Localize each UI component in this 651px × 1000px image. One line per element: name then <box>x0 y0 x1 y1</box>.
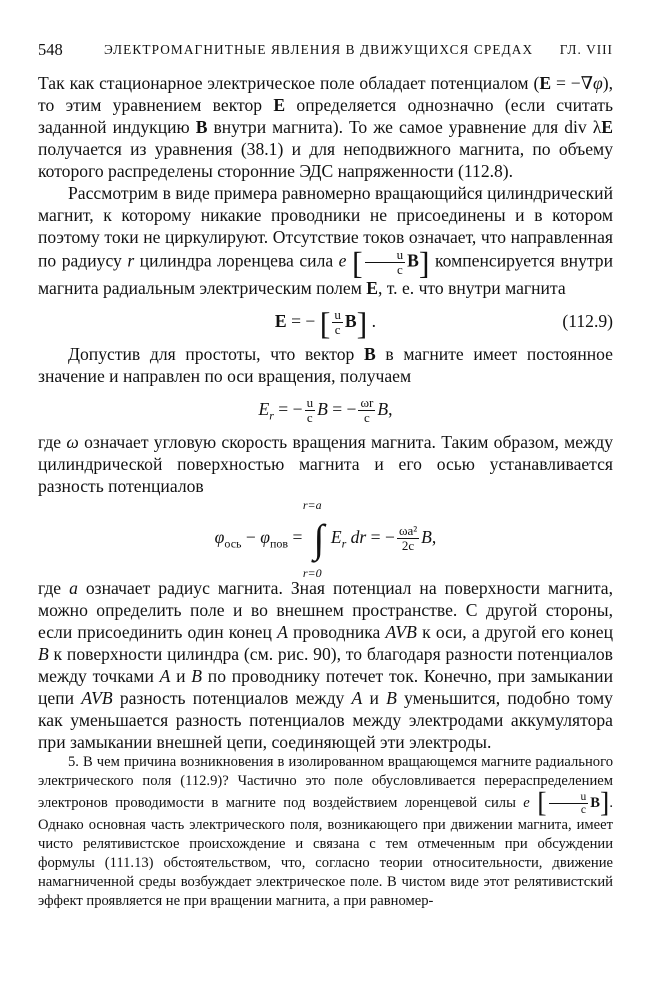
paragraph-1: Так как стационарное электрическое поле обладает потенциалом (E = −∇φ), то этим уравнением вектор E определяется однозначно (если считать заданной индукцию B внутри магнита). То же самое уравнение для div λE получается из уравнения (38.1) и для неподвижного магнита, по объему которого распределены сторонние ЭДС напряженности (112.8). <box>38 73 613 181</box>
equation-number: (112.9) <box>562 311 613 331</box>
page-number: 548 <box>38 40 63 59</box>
footnote-5: 5. В чем причина возникновения в изолированном вращающемся магните радиального электрического поля (112.9)? Частично это поле обусловливается перераспределением электронов проводимости в магните под воздействием лоренцевой силы e [ $\frac{u}{c}$ B]. Однако основная часть электрического поля, возникающего при движении магнита, имеет чисто релятивистское происхождение и связана с тем отмеченным при обсуждении формулы (111.13) обстоятельством, что, согласно теории относительности, движение намагниченной среды возбуждает электрическое поле. В чистом виде этот релятивистский эффект проявляется не при вращении магнита, а при равномер- <box>38 754 613 909</box>
paragraph-3: Допустив для простоты, что вектор B в магните имеет постоянное значение и направлен по оси вращения, получаем <box>38 344 613 386</box>
integral-sign: ∫ r=a r=0 <box>302 497 325 580</box>
fraction-u-over-c: $\frac{u}{c}$ <box>365 248 406 277</box>
running-title: ЭЛЕКТРОМАГНИТНЫЕ ЯВЛЕНИЯ В ДВИЖУЩИХСЯ СРЕДАХ <box>104 42 534 57</box>
equation-Er: $E_r$ = − $\frac{u}{c}$ B = − $\frac{\omega r}{c}$ B, <box>258 395 393 426</box>
page-body <box>38 72 613 911</box>
equation-112-9: E = − [ $\frac{u}{c}$ B] . (112.9) <box>38 299 613 343</box>
paragraph-2: Рассмотрим в виде примера равномерно вращающийся цилиндрический магнит, к которому никакие проводники не присоединены и в котором поэтому токи не циркулируют. Отсутствие токов означает, что направленная по радиусу r цилиндра лоренцева сила e [ $\frac{u}{c}$ B] компенсируется внутри магнита радиальным электрическим полем E, т. е. что внутри магнита <box>38 183 613 298</box>
paragraph-4: где ω означает угловую скорость вращения магнита. Таким образом, между цилиндрической поверхностью магнита и его осью устанавливается разность потенциалов <box>38 432 613 496</box>
equation-potential-difference: $\varphi_{ось} - \varphi_{пов}$ = ∫ r=a r=0 $E_r$ dr = − $\frac{\text{ωa²}}{2c}$ B, <box>214 497 437 580</box>
running-header <box>38 40 613 60</box>
paragraph-5: где a означает радиус магнита. Зная потенциал на поверхности магнита, можно определить поле и во внешнем пространстве. С другой стороны, если присоединить один конец A проводника AVB к оси, а другой его конец B к поверхности цилиндра (см. рис. 90), то благодаря разности потенциалов между точками A и B по проводнику потечет ток. Конечно, при замыкании цепи AVB разность потенциалов между A и B уменьшится, подобно тому как уменьшается разность потенциалов между электродами аккумулятора при замыкании внешней цепи, соединяющей эти электроды. <box>38 578 613 752</box>
chapter-label: ГЛ. VIII <box>559 42 613 57</box>
